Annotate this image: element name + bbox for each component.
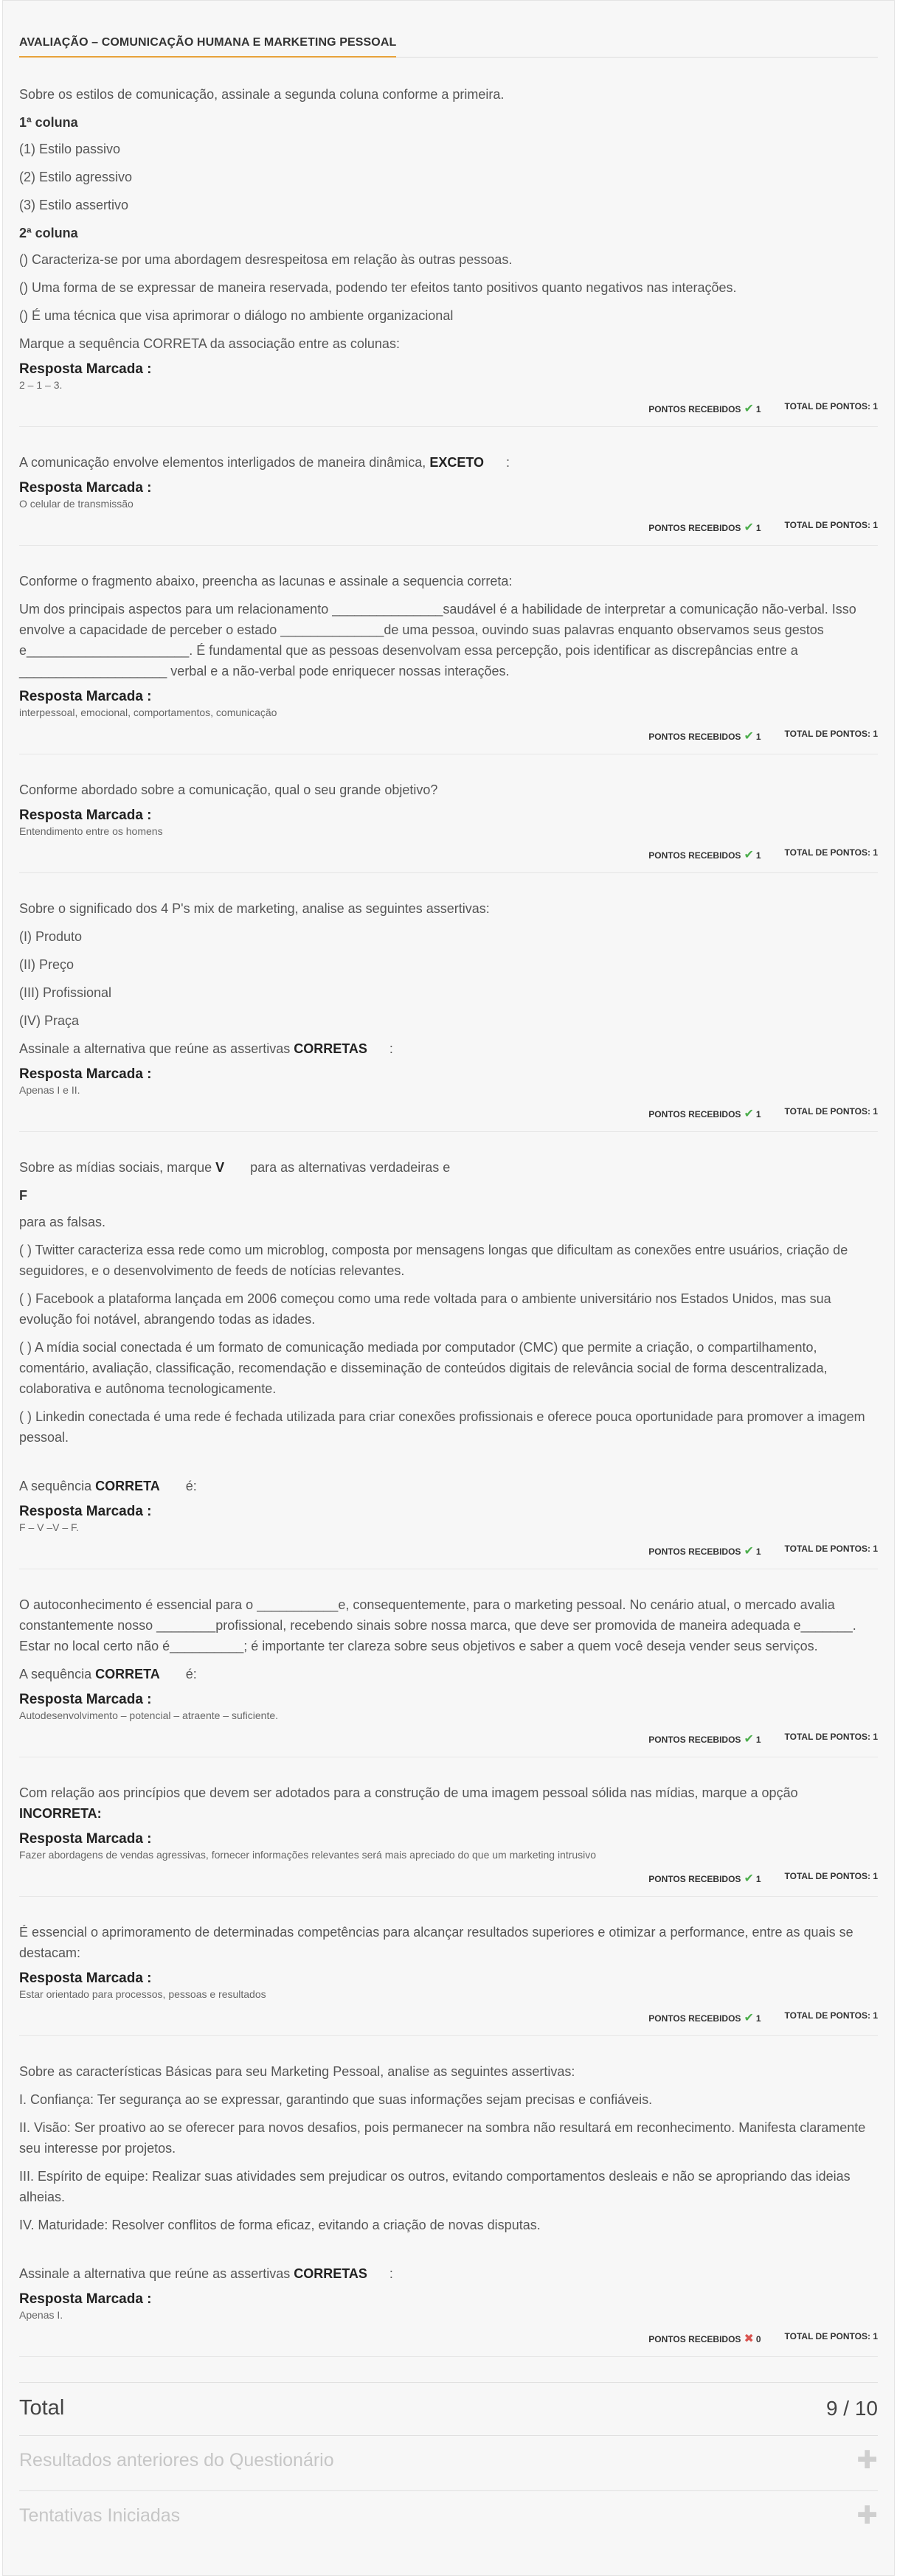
- points-value: 1: [755, 1874, 761, 1884]
- question-block: [19, 1157, 878, 1569]
- question-text-part: Assinale a alternativa que reúne as assertivas: [19, 2266, 294, 2281]
- answer-value: interpessoal, emocional, comportamentos, comunicação: [19, 707, 277, 718]
- question-text: [19, 1476, 878, 1496]
- answer-value: F – V –V – F.: [19, 1521, 79, 1533]
- question-text: (2) Estilo agressivo: [19, 170, 133, 184]
- emphasis-keyword: CORRETAS: [294, 1041, 367, 1056]
- question-text-part: A comunicação envolve elementos interligados de maneira dinâmica,: [19, 455, 430, 470]
- points-received: [648, 1544, 761, 1558]
- question-block: [19, 780, 878, 873]
- check-icon: ✔: [744, 403, 754, 415]
- question-text: [19, 2263, 878, 2284]
- points-received-label: PONTOS RECEBIDOS: [648, 1109, 741, 1119]
- points-value: 1: [755, 732, 761, 742]
- question-block: [19, 84, 878, 427]
- points-received-label: PONTOS RECEBIDOS: [648, 404, 741, 414]
- question-text: III. Espírito de equipe: Realizar suas atividades sem prejudicar os outros, evitando comportamentos desleais e não se apropriando das ideias alheias.: [19, 2169, 851, 2204]
- points-received-label: PONTOS RECEBIDOS: [648, 850, 741, 861]
- question-text-part: A sequência: [19, 1479, 96, 1493]
- emphasis-keyword: INCORRETA:: [19, 1806, 102, 1821]
- points-received: [648, 1732, 761, 1746]
- answer-label: Resposta Marcada :: [19, 1971, 152, 1986]
- question-block: [19, 1782, 878, 1897]
- total-points: TOTAL DE PONTOS: 1: [784, 2010, 878, 2021]
- question-text: IV. Maturidade: Resolver conflitos de forma eficaz, evitando a criação de novas disputas.: [19, 2218, 541, 2232]
- total-points: TOTAL DE PONTOS: 1: [784, 1544, 878, 1554]
- previous-results-section[interactable]: [19, 2435, 878, 2490]
- total-row: [19, 2382, 878, 2435]
- points-value: 0: [755, 2334, 761, 2344]
- question-text: ( ) Facebook a plataforma lançada em 2006 começou como uma rede voltada para o ambiente universitário nos Estados Unidos, mas sua evolução foi notável, abrangendo todas as idades.: [19, 1291, 831, 1327]
- question-text-part: :: [484, 455, 510, 470]
- column-heading: 1ª coluna: [19, 115, 78, 130]
- check-icon: ✔: [744, 1545, 754, 1558]
- question-text: ( ) Linkedin conectada é uma rede é fechada utilizada para criar conexões profissionais e oferece pouca oportunidade para promover a imagem pessoal.: [19, 1409, 865, 1445]
- question-text: Um dos principais aspectos para um relacionamento _______________saudável é a habilidade de interpretar a comunicação não-verbal. Isso envolve a capacidade de perceber o estado ______________de uma pessoa, ouvindo suas palavras enquanto observamos seus gestos e______________________. É fundamental que as pessoas desenvolvam essa percepção, pois identificar as discrepâncias entre a ____________________ verbal e a não-verbal pode enriquecer nossas interações.: [19, 602, 856, 678]
- question-text: Sobre os estilos de comunicação, assinale a segunda coluna conforme a primeira.: [19, 87, 505, 102]
- answer-label: Resposta Marcada :: [19, 2291, 152, 2307]
- total-points: TOTAL DE PONTOS: 1: [784, 1106, 878, 1117]
- question-text: Marque a sequência CORRETA da associação entre as colunas:: [19, 336, 400, 351]
- points-received-label: PONTOS RECEBIDOS: [648, 1874, 741, 1884]
- score-row: [19, 1729, 878, 1754]
- check-icon: ✔: [744, 849, 754, 861]
- question-text-part: Sobre as mídias sociais, marque: [19, 1160, 216, 1175]
- question-text: [19, 1664, 878, 1684]
- points-value: 1: [755, 404, 761, 414]
- question-text-part: :: [367, 2266, 393, 2281]
- question-text: Conforme o fragmento abaixo, preencha as lacunas e assinale a sequencia correta:: [19, 574, 513, 589]
- answer-value: Apenas I e II.: [19, 1084, 80, 1096]
- total-score: 9 / 10: [825, 2396, 878, 2420]
- line-spacer: [19, 2243, 878, 2263]
- question-text: I. Confiança: Ter segurança ao se expressar, garantindo que suas informações sejam precisas e confiáveis.: [19, 2092, 653, 2107]
- line-spacer: [19, 1455, 878, 1476]
- total-points: TOTAL DE PONTOS: 1: [784, 401, 878, 412]
- points-received-label: PONTOS RECEBIDOS: [648, 2334, 741, 2344]
- question-text: O autoconhecimento é essencial para o ___________e, consequentemente, para o marketing pessoal. No cenário atual, o mercado avalia constantemente nosso ________profissional, recebendo sinais sobre nossa marca, que deve ser promovida de maneira adequada e_______. Estar no local certo não é__________; é importante ter clareza sobre seus objetivos e saber a quem você deseja vender seus serviços.: [19, 1597, 856, 1653]
- question-text: II. Visão: Ser proativo ao se oferecer para novos desafios, pois permanecer na sombra não resultará em reconhecimento. Manifesta claramente seu interesse por projetos.: [19, 2120, 866, 2156]
- score-row: [19, 398, 878, 423]
- question-block: [19, 1922, 878, 2036]
- answer-label: Resposta Marcada :: [19, 361, 152, 377]
- question-text: (1) Estilo passivo: [19, 142, 121, 156]
- question-text: [19, 1038, 878, 1059]
- answer-value: Autodesenvolvimento – potencial – atraente – suficiente.: [19, 1709, 279, 1721]
- question-list: [19, 84, 878, 2357]
- points-value: 1: [755, 523, 761, 533]
- points-received: [648, 2010, 761, 2025]
- points-received: [648, 520, 761, 535]
- answer-label: Resposta Marcada :: [19, 1831, 152, 1847]
- check-icon: ✔: [744, 1108, 754, 1120]
- question-text-part: é:: [159, 1667, 197, 1681]
- question-text: (I) Produto: [19, 929, 83, 944]
- question-text: Sobre o significado dos 4 P's mix de marketing, analise as seguintes assertivas:: [19, 901, 490, 916]
- total-label: Total: [19, 2396, 65, 2420]
- answer-label: Resposta Marcada :: [19, 808, 152, 823]
- points-value: 1: [755, 2013, 761, 2024]
- question-text-part: é:: [159, 1479, 197, 1493]
- check-icon: ✔: [744, 1733, 754, 1746]
- question-text: Conforme abordado sobre a comunicação, qual o seu grande objetivo?: [19, 782, 438, 797]
- question-text: (II) Preço: [19, 957, 75, 972]
- points-received: [648, 1871, 761, 1886]
- quiz-results-panel: [2, 0, 895, 2576]
- attempts-label[interactable]: Tentativas Iniciadas: [19, 2504, 181, 2526]
- question-text: () Caracteriza-se por uma abordagem desrespeitosa em relação às outras pessoas.: [19, 252, 513, 267]
- check-icon: ✔: [744, 521, 754, 534]
- points-received-label: PONTOS RECEBIDOS: [648, 1735, 741, 1745]
- answer-value: 2 – 1 – 3.: [19, 379, 63, 391]
- question-text-part: :: [367, 1041, 393, 1056]
- question-text: É essencial o aprimoramento de determinadas competências para alcançar resultados superiores e otimizar a performance, entre as quais se destacam:: [19, 1925, 853, 1960]
- question-text: Sobre as características Básicas para seu Marketing Pessoal, analise as seguintes assertivas:: [19, 2064, 575, 2079]
- quiz-header: [19, 1, 878, 58]
- emphasis-keyword: CORRETAS: [294, 2266, 367, 2281]
- points-received: [648, 729, 761, 743]
- points-received: [648, 847, 761, 862]
- question-text: [19, 1157, 878, 1178]
- answer-label: Resposta Marcada :: [19, 689, 152, 704]
- emphasis-keyword: CORRETA: [95, 1667, 160, 1681]
- question-text: ( ) Twitter caracteriza essa rede como um microblog, composta por mensagens longas que dificultam as conexões entre usuários, criação de seguidores, e o desenvolvimento de feeds de notícias relevantes.: [19, 1243, 848, 1278]
- points-value: 1: [755, 850, 761, 861]
- quiz-title: AVALIAÇÃO – COMUNICAÇÃO HUMANA E MARKETING PESSOAL: [19, 36, 396, 58]
- points-received-label: PONTOS RECEBIDOS: [648, 1546, 741, 1557]
- score-row: [19, 844, 878, 869]
- score-row: [19, 1541, 878, 1566]
- answer-value: Estar orientado para processos, pessoas e resultados: [19, 1988, 266, 2000]
- points-received: [648, 2331, 761, 2346]
- plus-icon[interactable]: ✚: [856, 2502, 878, 2530]
- question-block: [19, 1594, 878, 1757]
- question-block: [19, 452, 878, 546]
- question-text: (IV) Praça: [19, 1013, 80, 1028]
- column-heading: F: [19, 1188, 27, 1203]
- total-points: TOTAL DE PONTOS: 1: [784, 1871, 878, 1881]
- question-text: ( ) A mídia social conectada é um formato de comunicação mediada por computador (CMC) que permite a criação, o compartilhamento, comentário, avaliação, classificação, recomendação e disseminação de conteúdos digitais de relevância social de forma descentralizada, colaborativa e autônoma tecnologicamente.: [19, 1340, 828, 1396]
- points-received-label: PONTOS RECEBIDOS: [648, 523, 741, 533]
- points-value: 1: [755, 1735, 761, 1745]
- check-icon: ✔: [744, 2012, 754, 2024]
- question-text: () É uma técnica que visa aprimorar o diálogo no ambiente organizacional: [19, 308, 454, 323]
- attempts-section[interactable]: [19, 2490, 878, 2546]
- total-points: TOTAL DE PONTOS: 1: [784, 847, 878, 858]
- emphasis-keyword: CORRETA: [95, 1479, 160, 1493]
- answer-label: Resposta Marcada :: [19, 1504, 152, 1519]
- answer-label: Resposta Marcada :: [19, 1692, 152, 1707]
- score-row: [19, 517, 878, 542]
- points-received: [648, 1106, 761, 1121]
- check-icon: ✔: [744, 1872, 754, 1885]
- question-text-part: Assinale a alternativa que reúne as assertivas: [19, 1041, 294, 1056]
- emphasis-keyword: EXCETO: [429, 455, 484, 470]
- question-text-part: Com relação aos princípios que devem ser adotados para a construção de uma imagem pessoal sólida nas mídias, marque a opção: [19, 1785, 798, 1800]
- question-text: (3) Estilo assertivo: [19, 198, 129, 212]
- question-text: () Uma forma de se expressar de maneira reservada, podendo ter efeitos tanto positivos quanto negativos nas interações.: [19, 280, 737, 295]
- points-received: [648, 401, 761, 416]
- question-text: [19, 1782, 878, 1824]
- column-heading: 2ª coluna: [19, 226, 78, 240]
- answer-value: O celular de transmissão: [19, 498, 134, 510]
- score-row: [19, 2007, 878, 2032]
- question-block: [19, 898, 878, 1132]
- plus-icon[interactable]: ✚: [856, 2446, 878, 2474]
- score-row: [19, 2328, 878, 2353]
- score-row: [19, 726, 878, 751]
- score-row: [19, 1103, 878, 1128]
- total-points: TOTAL DE PONTOS: 1: [784, 2331, 878, 2341]
- cross-icon: ✖: [744, 2333, 754, 2345]
- answer-value: Entendimento entre os homens: [19, 825, 163, 837]
- previous-results-label[interactable]: Resultados anteriores do Questionário: [19, 2449, 334, 2471]
- question-text-part: A sequência: [19, 1667, 96, 1681]
- total-points: TOTAL DE PONTOS: 1: [784, 1732, 878, 1742]
- score-row: [19, 1868, 878, 1893]
- question-text-part: para as alternativas verdadeiras e: [224, 1160, 451, 1175]
- points-received-label: PONTOS RECEBIDOS: [648, 732, 741, 742]
- answer-value: Fazer abordagens de vendas agressivas, fornecer informações relevantes será mais apreciado do que um marketing intrusivo: [19, 1849, 597, 1861]
- total-points: TOTAL DE PONTOS: 1: [784, 729, 878, 739]
- question-block: [19, 571, 878, 754]
- question-text: (III) Profissional: [19, 985, 112, 1000]
- total-points: TOTAL DE PONTOS: 1: [784, 520, 878, 530]
- points-value: 1: [755, 1546, 761, 1557]
- answer-value: Apenas I.: [19, 2309, 63, 2321]
- question-text: [19, 452, 878, 473]
- points-value: 1: [755, 1109, 761, 1119]
- points-received-label: PONTOS RECEBIDOS: [648, 2013, 741, 2024]
- emphasis-keyword: V: [215, 1160, 225, 1175]
- check-icon: ✔: [744, 730, 754, 743]
- answer-label: Resposta Marcada :: [19, 1066, 152, 1082]
- question-text: para as falsas.: [19, 1215, 106, 1229]
- question-block: [19, 2061, 878, 2357]
- answer-label: Resposta Marcada :: [19, 480, 152, 496]
